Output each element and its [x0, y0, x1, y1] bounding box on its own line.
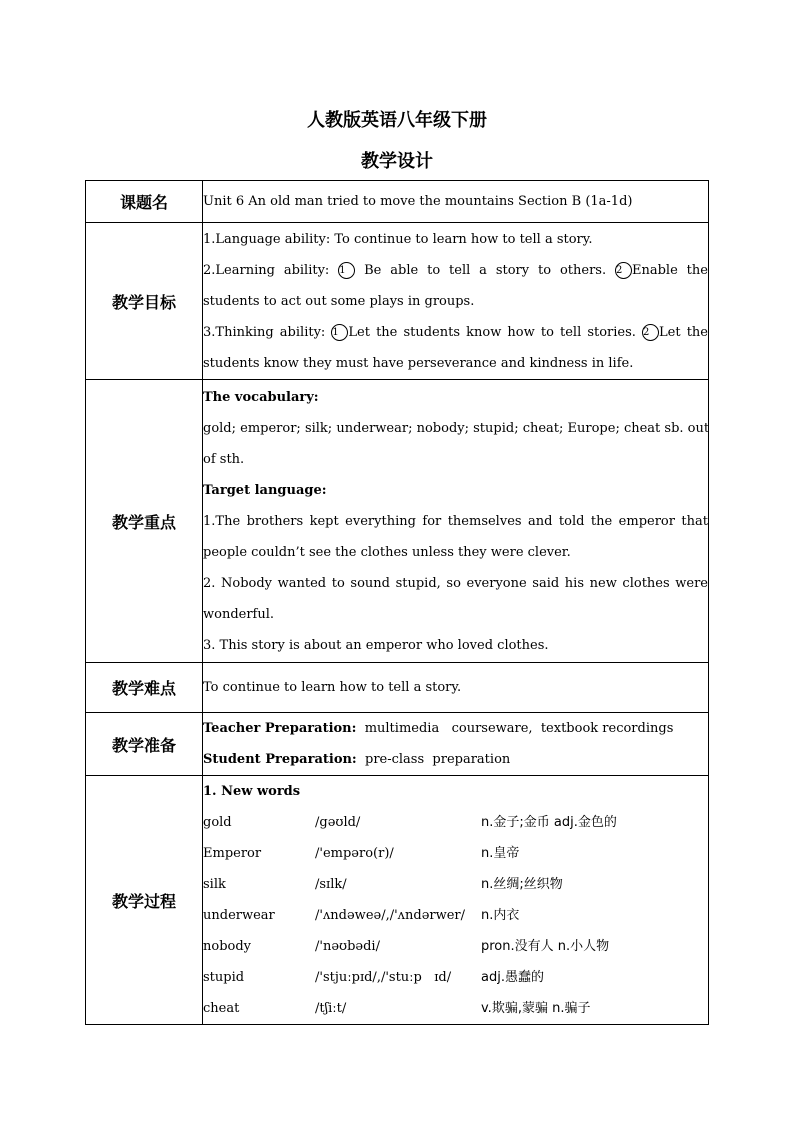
objective-line-3: students to act out some plays in groups. — [203, 293, 475, 309]
difficulty-label: 教学难点 — [86, 663, 203, 713]
circled-number-2: 2 — [615, 262, 632, 279]
phonetic: /'nəʊbədi/ — [315, 939, 380, 954]
objective-thinking-text: Let the students know how to tell stories. — [348, 324, 636, 340]
meaning: n.丝绸;丝织物 — [481, 877, 563, 892]
objectives-label: 教学目标 — [86, 223, 203, 380]
phonetic: /tʃiːt/ — [315, 1001, 347, 1016]
objective-line-5: students know they must have perseverance and kindness in life. — [203, 355, 634, 371]
objective-line-1: 1.Language ability: To continue to learn how to tell a story. — [203, 231, 593, 247]
word-row — [203, 962, 708, 993]
objectives-row — [86, 223, 709, 380]
meaning: pron.没有人 n.小人物 — [481, 939, 610, 954]
process-row — [86, 776, 709, 1025]
key-points-content — [203, 380, 709, 663]
student-preparation-text: pre-class preparation — [356, 752, 511, 767]
word: silk — [203, 877, 226, 892]
difficulty-content — [203, 663, 709, 713]
lesson-plan-table — [85, 180, 709, 1025]
phonetic: /gəʊld/ — [315, 815, 361, 830]
word-row — [203, 838, 708, 869]
topic-row — [86, 181, 709, 223]
key-points-row — [86, 380, 709, 663]
objective-thinking-text-2: Let the — [659, 324, 708, 340]
meaning: n.皇帝 — [481, 846, 520, 861]
vocabulary-heading: The vocabulary: — [203, 389, 319, 405]
teacher-preparation-label: Teacher Preparation: — [203, 721, 357, 736]
phonetic: /sɪlk/ — [315, 877, 347, 892]
sentence-1-line-2: people couldn’t see the clothes unless they were clever. — [203, 544, 571, 560]
vocabulary-line-2: of sth. — [203, 451, 245, 467]
sentence-3: 3. This story is about an emperor who loved clothes. — [203, 637, 549, 653]
word-row — [203, 807, 708, 838]
objective-line-4 — [203, 317, 708, 348]
word: underwear — [203, 908, 275, 923]
sentence-2-line-1: 2. Nobody wanted to sound stupid, so everyone said his new clothes were — [203, 575, 708, 591]
document-title: 人教版英语八年级下册 — [307, 110, 487, 131]
document-subtitle: 教学设计 — [361, 151, 433, 172]
word: stupid — [203, 970, 245, 985]
vocabulary-line-1: gold; emperor; silk; underwear; nobody; stupid; cheat; Europe; cheat sb. out — [203, 420, 710, 436]
topic-text: Unit 6 An old man tried to move the mountains Section B (1a-1d) — [203, 194, 633, 209]
word-row — [203, 869, 708, 900]
word: gold — [203, 815, 232, 830]
preparation-content — [203, 713, 709, 776]
teacher-preparation-text: multimedia courseware, textbook recordings — [356, 721, 674, 736]
circled-number-2: 2 — [642, 324, 659, 341]
sentence-1-line-1: 1.The brothers kept everything for themselves and told the emperor that — [203, 513, 708, 529]
phonetic: /'empəro(r)/ — [315, 846, 394, 861]
student-preparation — [203, 744, 708, 775]
objective-learning-label: 2.Learning ability: — [203, 262, 330, 278]
target-language-heading: Target language: — [203, 482, 327, 498]
key-points-label: 教学重点 — [86, 380, 203, 663]
preparation-row — [86, 713, 709, 776]
objective-thinking-label: 3.Thinking ability: — [203, 324, 326, 340]
word-row — [203, 993, 708, 1024]
meaning: v.欺骗,蒙骗 n.骗子 — [481, 1001, 591, 1016]
word: nobody — [203, 939, 252, 954]
phonetic: /'ʌndəweə/,/'ʌndərwer/ — [315, 908, 466, 923]
new-words-heading: 1. New words — [203, 784, 301, 799]
sentence-2-line-2: wonderful. — [203, 606, 275, 622]
difficulty-text: To continue to learn how to tell a story. — [203, 680, 462, 695]
objective-line-2 — [203, 255, 708, 286]
teacher-preparation — [203, 713, 708, 744]
circled-number-1: 1 — [331, 324, 348, 341]
circled-number-1: 1 — [338, 262, 355, 279]
word: cheat — [203, 1001, 240, 1016]
student-preparation-label: Student Preparation: — [203, 752, 357, 767]
topic-content — [203, 181, 709, 223]
meaning: adj.愚蠢的 — [481, 970, 544, 985]
process-label: 教学过程 — [86, 776, 203, 1025]
preparation-label: 教学准备 — [86, 713, 203, 776]
difficulty-row — [86, 663, 709, 713]
objective-learning-text-2: Enable the — [632, 262, 708, 278]
word: Emperor — [203, 846, 262, 861]
meaning: n.内衣 — [481, 908, 520, 923]
word-row — [203, 900, 708, 931]
topic-label: 课题名 — [86, 181, 203, 223]
objectives-content — [203, 223, 709, 380]
word-row — [203, 931, 708, 962]
phonetic: /'stjuːpɪd/,/'stuːp ɪd/ — [315, 970, 452, 985]
meaning: n.金子;金币 adj.金色的 — [481, 815, 617, 830]
objective-learning-text: Be able to tell a story to others. — [364, 262, 607, 278]
process-content — [203, 776, 709, 1025]
